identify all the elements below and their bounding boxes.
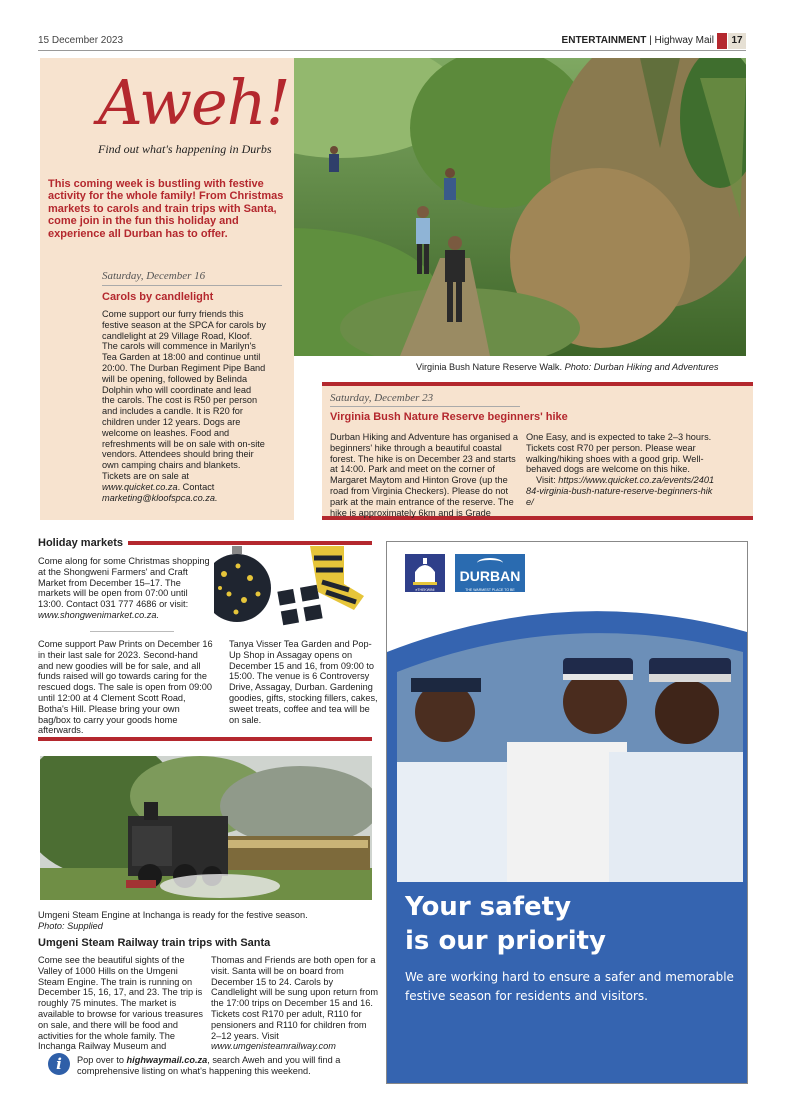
holiday-divider [90,631,174,632]
hike-date: Saturday, December 23 [330,392,434,404]
steam-col2-text: Thomas and Friends are both open for a visit. Santa will be on board from December 15 to 24. Carols by Candlelight will be sung upon return from the 17:00 trips on December 15 and 16. Tickets cost R170 per adult, R110 for pensioners and R110 for children from 2–12 years. Visit [211,955,378,1041]
advert [386,541,748,1084]
christmas-decor [214,544,374,628]
hike-heading: Virginia Bush Nature Reserve beginners' hike [330,411,568,423]
section-label: ENTERTAINMENT | Highway Mail [561,35,714,46]
hike-visit-link[interactable]: https://www.quicket.co.za/events/240184-virginia-bush-nature-reserve-beginners-hike/ [526,475,715,507]
holiday-heading: Holiday markets [38,537,123,549]
carols-ticket-link[interactable]: www.quicket.co.za [102,481,178,492]
advert-body: We are working hard to ensure a safer and memorable festive season for residents and visitors. [405,970,734,1003]
hike-col1: Durban Hiking and Adventure has organised a beginners' hike through a beautiful coastal forest. The hike is on December 23 and starts at 14:00. Park and meet on the corner of Margaret Maytom and Hinton Grove (up the road from Virginia Checkers). Please do not park at the main entrance of the reserve. The hike is approximately 6km and is Grade [330,432,518,518]
footer-pre: Pop over to [77,1055,127,1065]
masthead-title: Aweh! [98,66,290,139]
header-rule [38,50,746,51]
holiday-item1-text: Come along for some Christmas shopping at the Shongweni Farmers' and Craft Market from December 15–17. The markets will be open from 07:00 until 13:00. Contact 031 777 4686 or visit: [38,556,210,610]
footer-site-link[interactable]: highwaymail.co.za [126,1055,208,1065]
holiday-item1-link[interactable]: www.shongwenimarket.co.za. [38,609,160,620]
city-hall-dome-icon [405,554,445,588]
durban-logo-sub: THE WARMEST PLACE TO BE [465,588,515,592]
holiday-bottom-rule [38,737,372,741]
info-icon: i [48,1053,70,1075]
section-name: ENTERTAINMENT [561,35,647,46]
hike-caption-credit: Photo: Durban Hiking and Adventures [564,362,719,372]
advert-headline [405,890,606,958]
advert-headline-line2: is our priority [405,926,607,956]
hike-visit-label: Visit: [536,475,559,486]
ethekwini-logo-text: eTHEKWINI [415,588,435,592]
page-number-marker [717,33,727,49]
steam-caption-text: Umgeni Steam Engine at Inchanga is ready for the festive season. [38,910,308,920]
masthead-intro: This coming week is bustling with festive activity for the whole family! From Christmas markets to carols and train trips with Santa, come join in the fun this holiday and experience all Durban has to offer. [48,178,284,240]
hike-photo-caption [416,362,719,372]
hike-caption-text: Virginia Bush Nature Reserve Walk. [416,362,565,372]
steam-col1: Come see the beautiful sights of the Valley of 1000 Hills on the Umgeni Steam Engine. The train is running on December 15, 16, 17, and 23. The trip is roughly 75 minutes. The market is available to browse for various treasures on sale, and there will be food and activities for the whole family. The Inchanga Railway Museum and [38,955,203,1052]
carols-body [102,309,266,503]
carols-contact-text: . Contact [177,481,215,492]
wave-icon [477,558,503,568]
masthead-subtitle: Find out what's happening in Durbs [98,142,272,156]
footer-note [77,1055,377,1077]
steam-link[interactable]: www.umgenisteamrailway.com [211,1041,336,1052]
hike-date-rule [330,406,520,407]
carols-date-rule [102,285,282,286]
holiday-item2: Come support Paw Prints on December 16 in their last sale for 2023. Second-hand and new goodies will be for sale, and all funds raised will go towards caring for the rescued dogs. The sale is open from 09:00 until 12:00 at 4 Clement Scott Road, Botha's Hill. Please bring your own bag/box to carry your goods home afterwards. [38,639,213,736]
steam-heading: Umgeni Steam Railway train trips with Santa [38,937,271,949]
publication-name: Highway Mail [654,35,714,46]
hike-col2-text: One Easy, and is expected to take 2–3 hours. Tickets cost R70 per person. Please wear walking/hiking shoes with a good grip. Well-behaved dogs are welcome on this hike. [526,432,712,475]
steam-col2 [211,955,379,1052]
advert-headline-line1: Your safety [405,892,572,922]
steam-caption-credit: Photo: Supplied [38,920,103,931]
footer-post: , search Aweh and you will find a comprehensive listing on what's happening this weekend. [77,1055,341,1076]
steam-photo-caption [38,910,372,932]
durban-logo-title: DURBAN [459,568,521,584]
carols-email-link[interactable]: marketing@kloofspca.co.za. [102,492,218,503]
police-officers-illustration [387,592,747,1083]
bauble-gift-stocking-icon [214,544,374,628]
carols-body-text: Come support our furry friends this festive season at the SPCA for carols by candlelight at 29 Village Road, Kloof. The carols will commence in Marilyn's Tea Garden at 18:00 and continue until 20:00. The Durban Regiment Pipe Band will be opening, followed by Belinda Dolphin who will coordinate and lead the carols. The cost is R50 per person and includes a candle. It is R20 for children under 12 years. Dogs are welcome on leashes. Food and refreshments will be on sale with on-site vendors. Attendees should bring their own camping chairs and blankets. Tickets are on sale at [102,309,266,481]
issue-date: 15 December 2023 [38,35,124,46]
page-number: 17 [728,33,746,49]
holiday-item1 [38,556,210,621]
steam-train-photo [40,756,372,900]
holiday-item3: Tanya Visser Tea Garden and Pop-Up Shop in Assagay opens on December 15 and 16, from 09:00 to 15:00. The venue is 6 Controversy Drive, Assagay, Durban. Gardening goodies, gifts, stocking fillers, cakes, sweet treats, coffee and tea will be on sale. [229,639,378,725]
page-header [38,33,746,49]
hike-col2 [526,432,716,508]
steam-train-illustration [40,756,372,900]
carols-heading: Carols by candlelight [102,291,214,303]
carols-date: Saturday, December 16 [102,270,206,282]
